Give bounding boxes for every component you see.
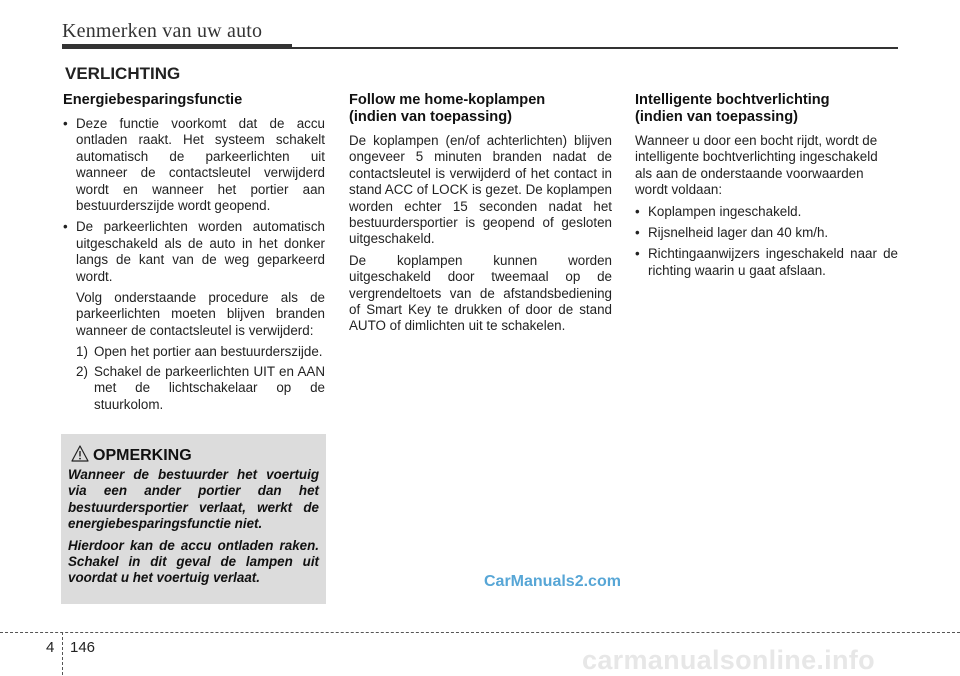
- cornering-lights-intro: Wanneer u door een bocht rijdt, wordt de intelligente bochtverlichting ingeschakeld als aan de onderstaande voorwaarden wordt voldaan:: [635, 133, 878, 198]
- step-text: Open het portier aan bestuurderszijde.: [94, 344, 323, 360]
- step-text: Schakel de parkeerlichten UIT en AAN met de lichtschakelaar op de stuurkolom.: [94, 363, 325, 412]
- page-number: 146: [70, 639, 96, 656]
- heading-line-1: Intelligente bochtverlichting: [635, 92, 830, 108]
- follow-me-home-heading: [349, 92, 612, 126]
- header-rule-thick: [62, 44, 292, 49]
- step-number: 1): [76, 344, 88, 360]
- energy-saving-heading: Energiebesparingsfunctie: [63, 92, 243, 108]
- running-header: Kenmerken van uw auto: [62, 20, 263, 42]
- heading-line-2: (indien van toepassing): [349, 109, 512, 125]
- condition-bullet-2: • Rijsnelheid lager dan 40 km/h.: [635, 225, 898, 241]
- column-cornering-lights: [635, 92, 898, 284]
- site-watermark: carmanualsonline.info: [582, 645, 875, 675]
- warning-triangle-icon: [71, 445, 89, 462]
- condition-bullet-3: • Richtingaanwijzers ingeschakeld naar de richting waarin u gaat afslaan.: [635, 246, 898, 279]
- note-body: [68, 467, 319, 592]
- energy-saving-bullet-1: • Deze functie voorkomt dat de accu ontladen raakt. Het systeem schakelt automatisch de parkeerlichten uit wanneer de contactsleutel verwijderd wordt en wanneer het portier aan bestuurderszijde wordt geopend.: [63, 116, 325, 214]
- note-title: OPMERKING: [93, 447, 192, 464]
- footer-divider: [62, 632, 63, 675]
- energy-saving-bullet-2: • De parkeerlichten worden automatisch uitgeschakeld als de auto in het donker langs de kant van de weg geparkeerd wordt.: [63, 219, 325, 285]
- footer-rule: [0, 632, 960, 633]
- column-energy-saving: [63, 92, 325, 416]
- section-number: 4: [46, 639, 55, 656]
- step-number: 2): [76, 363, 88, 379]
- column-follow-me-home: [349, 92, 612, 340]
- follow-me-home-paragraph-1: De koplampen (en/of achterlichten) blijven ongeveer 5 minuten branden nadat de contactsleutel is verwijderd of het contact in stand ACC of LOCK is gezet. De koplampen worden echter 15 seconden nadat het bestuurdersportier is geopend of gesloten uitgeschakeld.: [349, 133, 612, 247]
- procedure-step-2: [63, 364, 325, 413]
- energy-saving-procedure-intro: Volg onderstaande procedure als de parkeerlichten moeten blijven branden wanneer de contactsleutel is verwijderd:: [76, 290, 325, 338]
- heading-line-1: Follow me home-koplampen: [349, 92, 546, 108]
- follow-me-home-paragraph-2: De koplampen kunnen worden uitgeschakeld door tweemaal op de vergrendeltoets van de afstandsbediening of Smart Key te drukken of door de stand AUTO of dimlichten uit te schakelen.: [349, 252, 612, 334]
- condition-bullet-1: • Koplampen ingeschakeld.: [635, 204, 898, 220]
- note-paragraph-2: Hierdoor kan de accu ontladen raken. Schakel in dit geval de lampen uit voordat u het voertuig verlaat.: [68, 537, 319, 586]
- note-paragraph-1: Wanneer de bestuurder het voertuig via een ander portier dan het bestuurdersportier verlaat, werkt de energiebesparingsfunctie niet.: [68, 467, 319, 532]
- watermark-link[interactable]: CarManuals2.com: [484, 573, 621, 590]
- heading-line-2: (indien van toepassing): [635, 109, 798, 125]
- note-box: [61, 434, 326, 604]
- cornering-lights-heading: [635, 92, 898, 126]
- procedure-step-1: [63, 344, 325, 360]
- section-title: VERLICHTING: [65, 64, 181, 83]
- header-rule-thin: [292, 47, 898, 49]
